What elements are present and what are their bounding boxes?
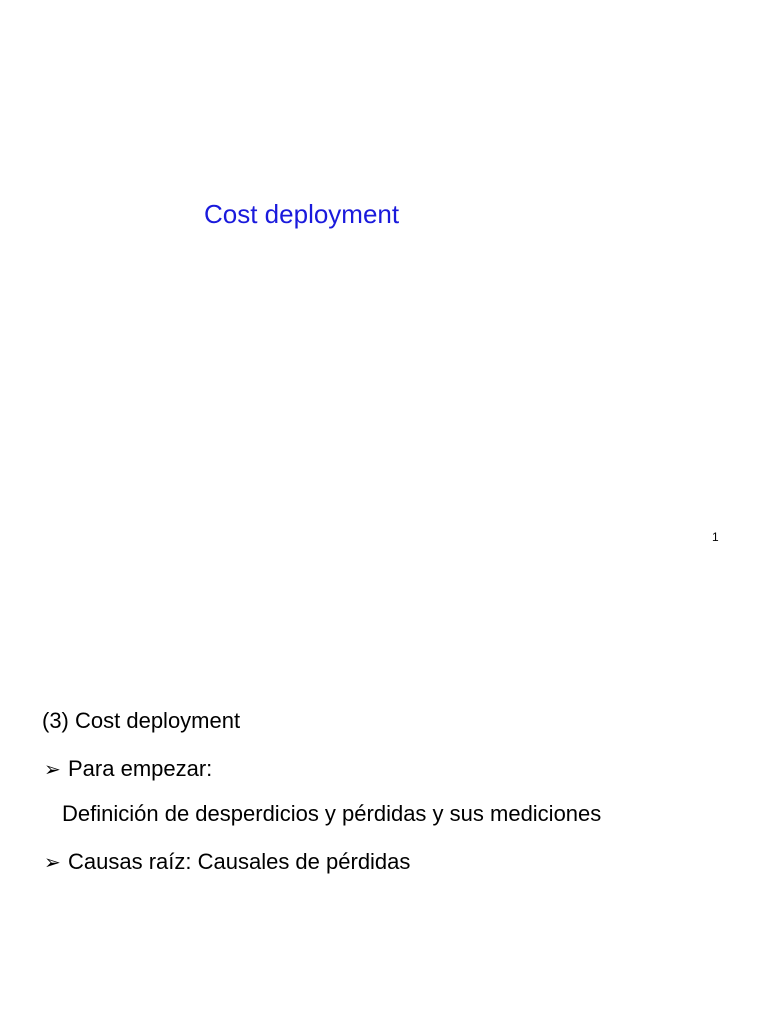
bullet-text: Para empezar: [68, 756, 213, 781]
bullet-text: Causas raíz: Causales de pérdidas [68, 849, 411, 874]
bullet-item-para-empezar [44, 755, 212, 783]
bullet-item-causas-raiz [44, 848, 410, 876]
sub-item-definicion: Definición de desperdicios y pérdidas y sus mediciones [62, 801, 602, 826]
slide-title: Cost deployment [204, 199, 400, 229]
arrow-bullet-icon: ➢ [44, 757, 61, 781]
slide-2 [0, 576, 768, 1024]
section-heading: (3) Cost deployment [42, 708, 241, 733]
page-number: 1 [712, 530, 719, 544]
arrow-bullet-icon: ➢ [44, 850, 61, 874]
